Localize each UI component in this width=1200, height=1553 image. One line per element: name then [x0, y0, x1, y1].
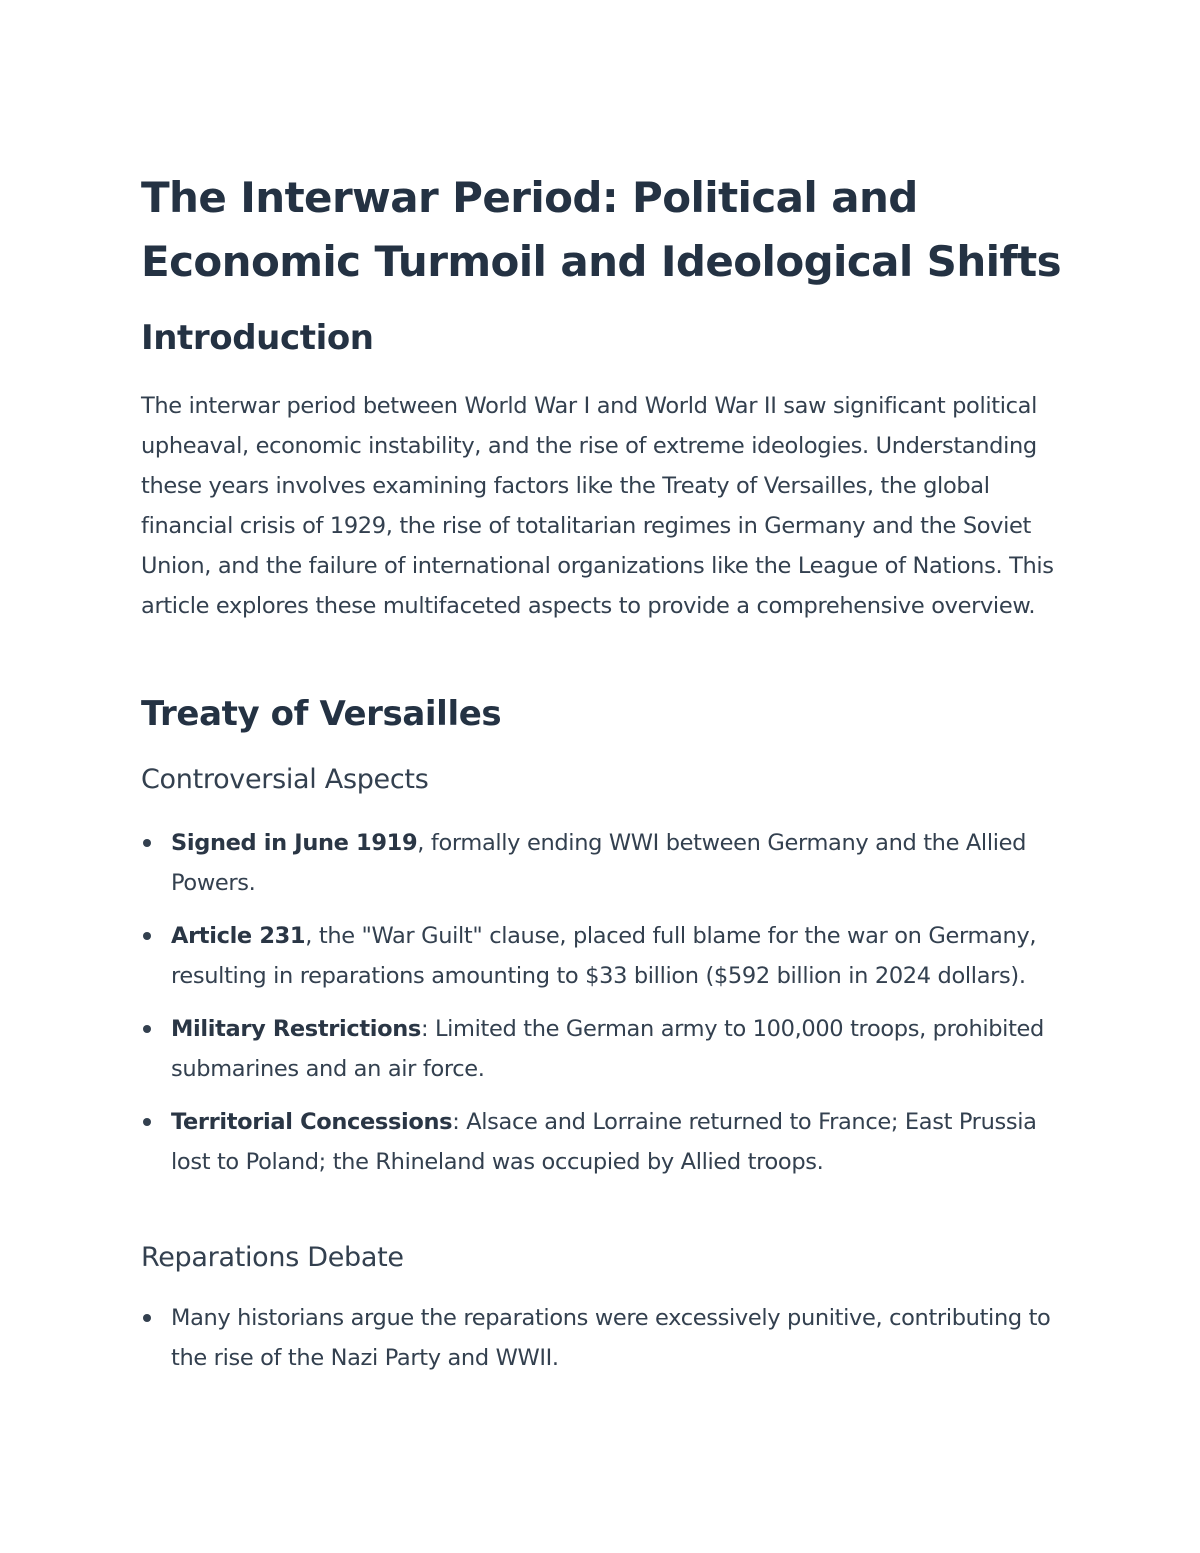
list-item [141, 1102, 1071, 1182]
controversial-aspects-heading: Controversial Aspects [141, 764, 429, 795]
list-item-text: Many historians argue the reparations were excessively punitive, contributing to the rise of the Nazi Party and WWII. [171, 1305, 1051, 1371]
reparations-debate-heading: Reparations Debate [141, 1242, 404, 1273]
list-item-text: : Limited the German army to 100,000 troops, prohibited submarines and an air force. [171, 1016, 1044, 1082]
bullet-icon [143, 839, 151, 847]
list-item [141, 916, 1071, 996]
reparations-debate-list [141, 1298, 1071, 1391]
list-item-text: , formally ending WWI between Germany and the Allied Powers. [171, 830, 1027, 896]
bullet-icon [143, 932, 151, 940]
list-item [141, 1009, 1071, 1089]
list-item-lead: Article 231 [171, 923, 306, 949]
list-item [141, 823, 1071, 903]
document-title: The Interwar Period: Political and Economic Turmoil and Ideological Shifts [141, 173, 1061, 286]
introduction-paragraph: The interwar period between World War I and World War II saw significant political upheaval, economic instability, and the rise of extreme ideologies. Understanding these years involves examining factors like the Treaty of Versailles, the global financial crisis of 1929, the rise of totalitarian regimes in Germany and the Soviet Union, and the failure of international organizations like the League of Nations. This article explores these multifaceted aspects to provide a comprehensive overview. [141, 393, 1054, 619]
list-item-lead: Military Restrictions [171, 1016, 421, 1042]
bullet-icon [143, 1314, 151, 1322]
list-item-text: : Alsace and Lorraine returned to France; East Prussia lost to Poland; the Rhineland was occupied by Allied troops. [171, 1109, 1037, 1175]
list-item-text: , the "War Guilt" clause, placed full blame for the war on Germany, resulting in reparations amounting to $33 billion ($592 billion in 2024 dollars). [171, 923, 1037, 989]
introduction-heading: Introduction [141, 318, 374, 358]
list-item-lead: Territorial Concessions [171, 1109, 453, 1135]
treaty-heading: Treaty of Versailles [141, 694, 502, 734]
bullet-icon [143, 1118, 151, 1126]
list-item-lead: Signed in June 1919 [171, 830, 418, 856]
bullet-icon [143, 1025, 151, 1033]
controversial-aspects-list [141, 823, 1071, 1195]
list-item [141, 1298, 1071, 1378]
